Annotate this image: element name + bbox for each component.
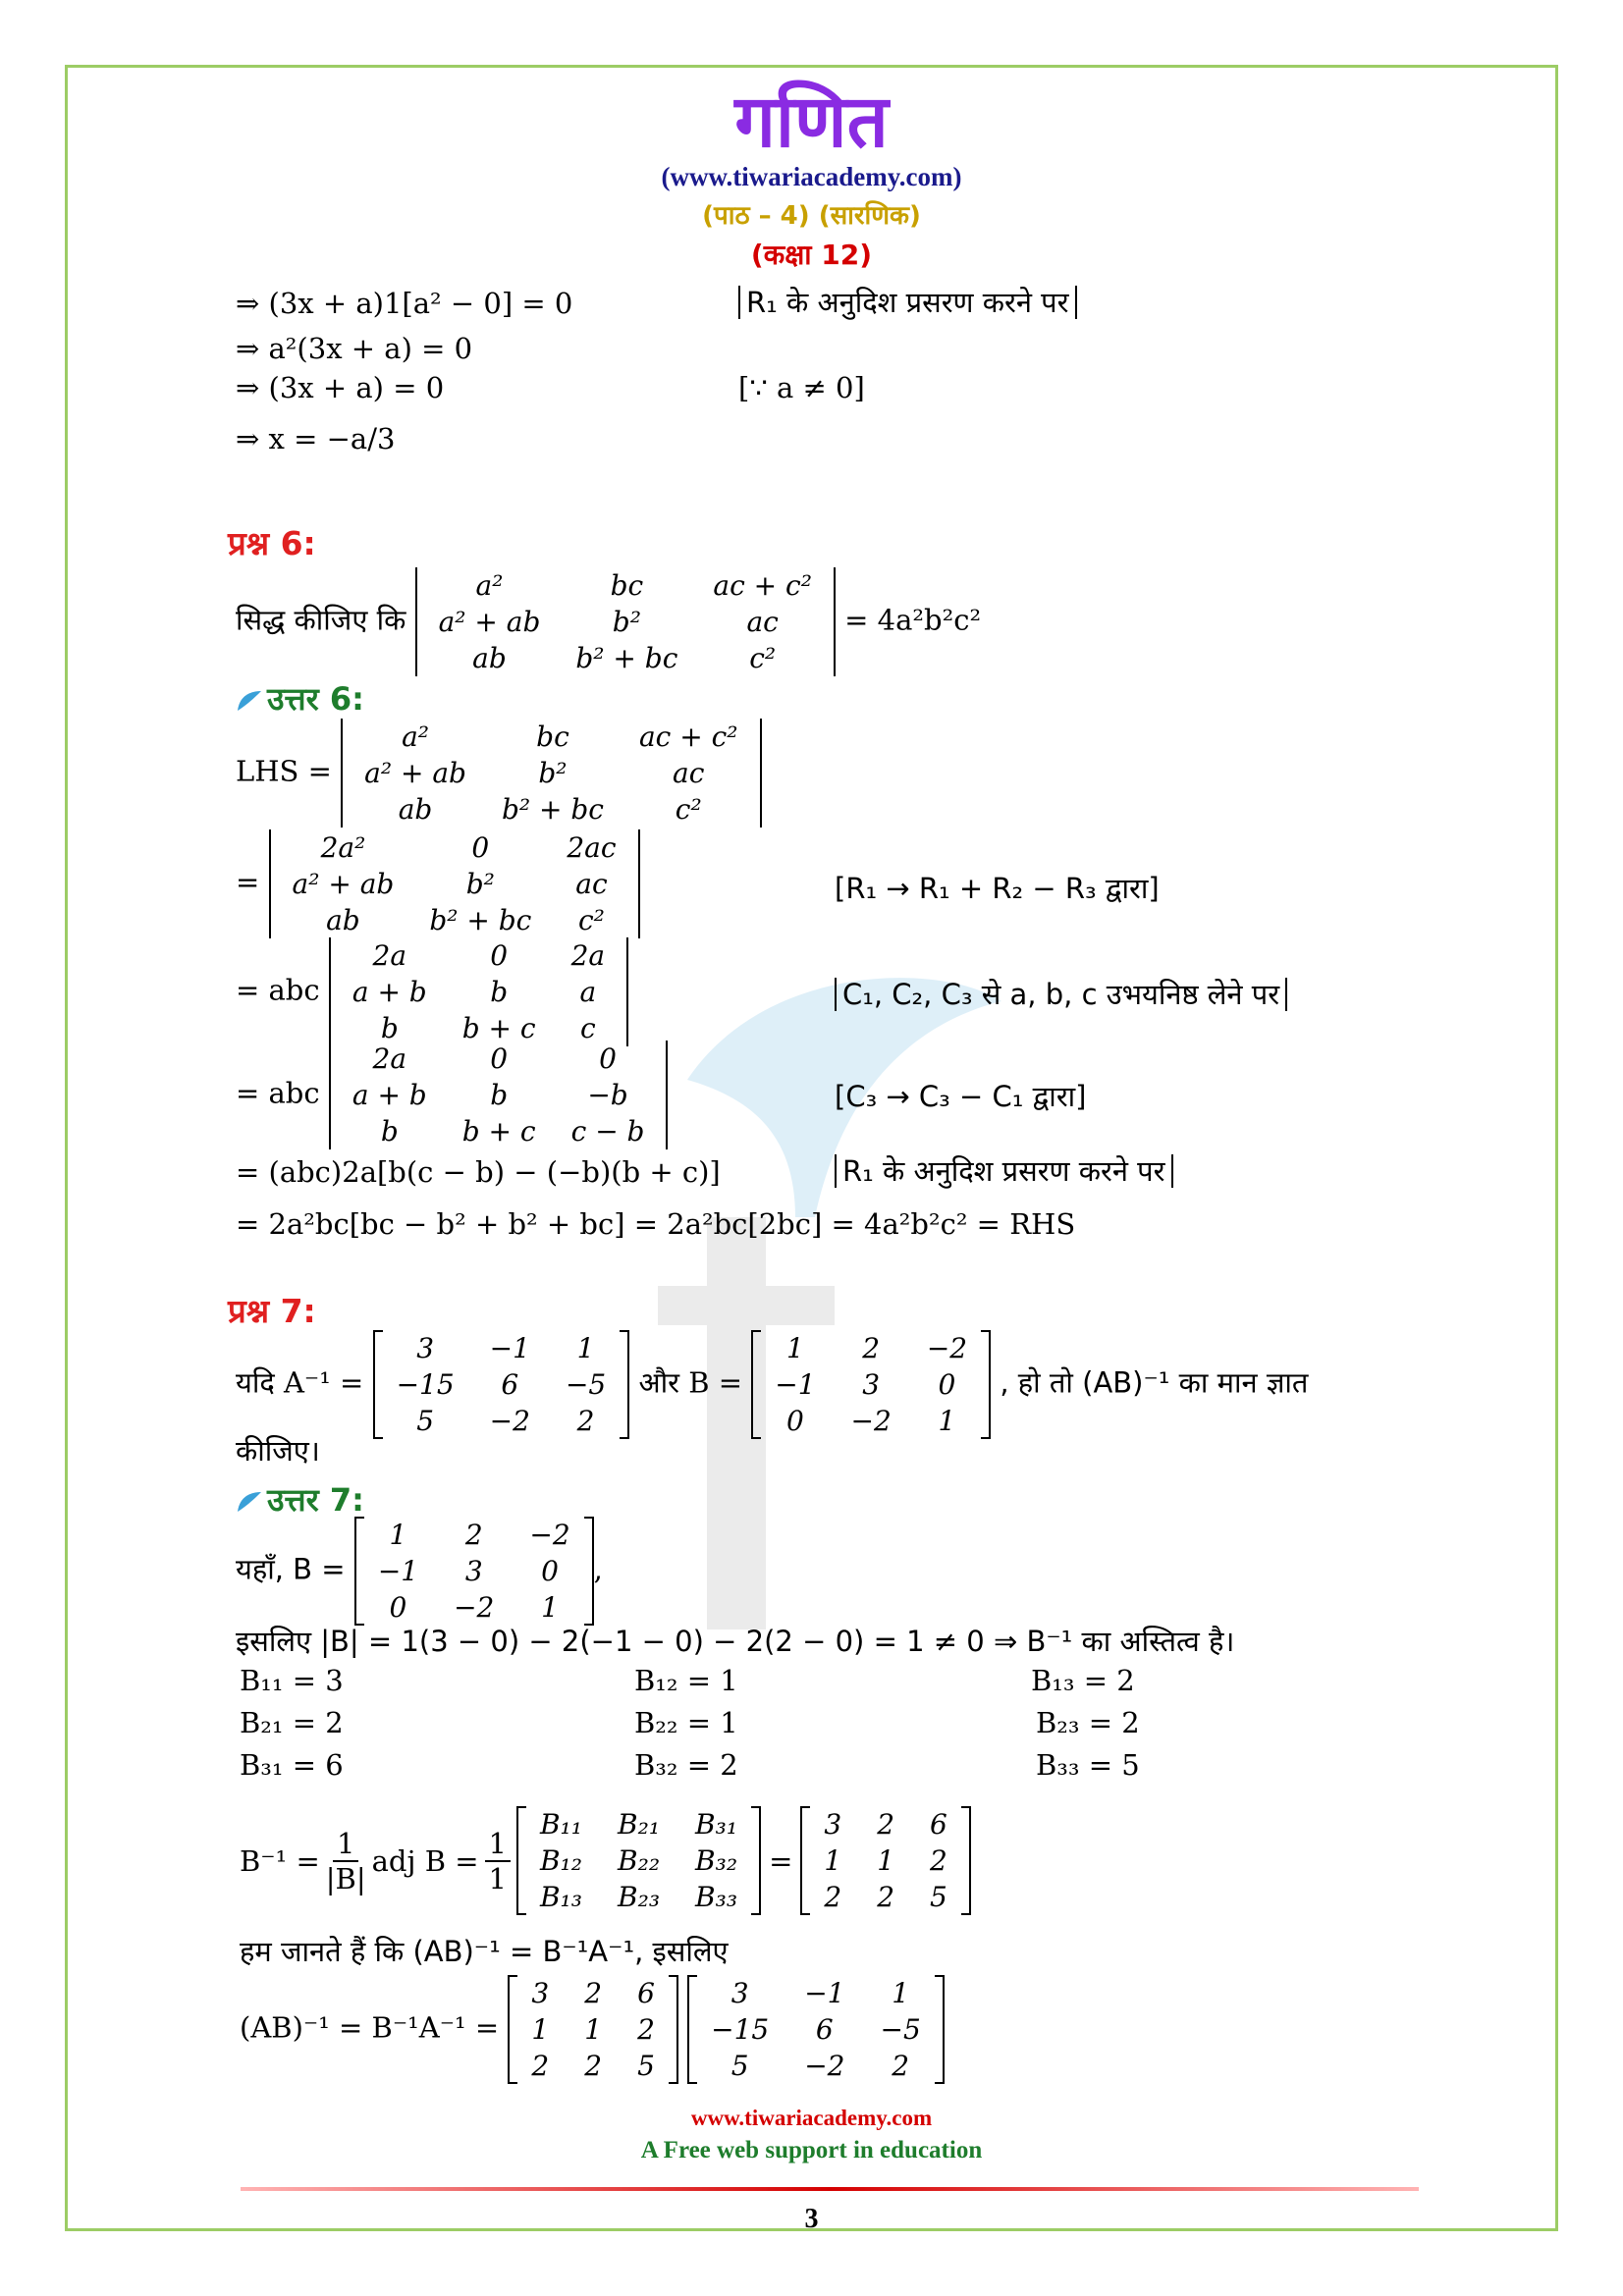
q7-a-inverse-cell: 1: [576, 1332, 595, 1364]
final-a-inverse-matrix: [687, 1975, 945, 2084]
answer-6-step-2: = 2a² 0 2ac a² + ab b² ac ab b² + bc c²: [236, 829, 640, 938]
final-b-inverse-row: [514, 2048, 672, 2084]
a7-b-cell: 2: [464, 1519, 483, 1551]
final-b-inverse-cell: 6: [637, 1977, 655, 2009]
q7-b-cell: 1: [785, 1332, 804, 1364]
a6-matrix-3-cell: a + b: [352, 976, 427, 1008]
final-b-inverse-cell: 2: [584, 1977, 603, 2009]
a6-matrix-1-row: [347, 791, 755, 828]
final-a-inverse-row: [693, 1975, 939, 2011]
q6-matrix-row: [421, 640, 830, 676]
b-inverse-row: [806, 1879, 964, 1915]
cofactor-b23: B₂₃ = 2: [1036, 1706, 1140, 1739]
answer-6-step-3-note: C₁, C₂, C₃ से a, b, c उभयनिष्ठ लेने पर: [835, 975, 1287, 1013]
a6-matrix-3-cell: c: [580, 1012, 596, 1044]
q6-matrix-cell: ac + c²: [713, 569, 812, 602]
final-a-inverse-cell: 3: [730, 1977, 749, 2009]
adjoint-matrix: [516, 1806, 761, 1915]
adjoint-cell: B₃₂: [695, 1844, 738, 1877]
answer-6-matrix-2: [269, 829, 640, 938]
final-a-inverse-cell: 1: [892, 1977, 910, 2009]
final-a-inverse-cell: 6: [815, 2013, 834, 2046]
final-a-inverse-cell: −15: [711, 2013, 770, 2046]
a6-matrix-2-cell: a² + ab: [292, 868, 395, 900]
website-subtitle: (www.tiwariacademy.com): [661, 162, 962, 191]
top-step-1: ⇒ (3x + a)1[a² − 0] = 0: [236, 287, 573, 320]
a6-matrix-2-row: [275, 902, 634, 938]
final-b-inverse-row: [514, 1975, 672, 2011]
final-b-inverse-cell: 2: [637, 2013, 655, 2046]
question-6-rhs: = 4a²b²c²: [844, 603, 982, 637]
a6-matrix-3-cell: 2a: [570, 939, 606, 972]
question-6-prompt: सिद्ध कीजिए कि: [236, 603, 406, 637]
ab-inverse-identity: हम जानते हैं कि (AB)⁻¹ = B⁻¹A⁻¹, इसलिए: [240, 1935, 729, 1968]
b-inverse-cell: 5: [930, 1881, 947, 1913]
q6-matrix-cell: c²: [749, 642, 777, 674]
a7-b-cell: 1: [389, 1519, 407, 1551]
b-inverse-matrix: [800, 1806, 970, 1915]
b-inverse-row: [806, 1842, 964, 1879]
final-b-inverse-cell: 3: [531, 1977, 550, 2009]
top-step-4: ⇒ x = −a/3: [236, 422, 396, 455]
a6-matrix-2-cell: b²: [465, 868, 495, 900]
a6-matrix-1-cell: c²: [675, 793, 702, 826]
q7-a-inverse-cell: 3: [416, 1332, 435, 1364]
q6-matrix-cell: b² + bc: [575, 642, 678, 674]
q7-a-inverse-cell: 6: [501, 1368, 519, 1401]
cofactor-b31: B₃₁ = 6: [240, 1748, 344, 1782]
final-a-inverse-row: [693, 2048, 939, 2084]
leaf-icon: [236, 689, 263, 713]
q7-b-cell: 0: [785, 1405, 804, 1437]
a6-matrix-1-row: [347, 755, 755, 791]
a6-matrix-3-cell: 0: [490, 939, 509, 972]
answer-6-step-4: = abc 2a 0 0 a + b b −b b b + c c − b: [236, 1041, 668, 1149]
a6-matrix-1-cell: ac: [673, 757, 705, 789]
class-subtitle: (कक्षा 12): [750, 239, 873, 271]
adjoint-cell: B₁₃: [539, 1881, 583, 1913]
answer-7-label: उत्तर 7:: [236, 1478, 364, 1521]
answer-7-b-definition: यहाँ, B = 1 2 −2 −1 3 0 0 −2 1,: [236, 1519, 603, 1624]
question-6-label: प्रश्न 6:: [228, 524, 316, 562]
final-b-inverse-cell: 2: [584, 2050, 603, 2082]
a6-matrix-1-row: [347, 719, 755, 755]
answer-7-determinant-line: इसलिए |B| = 1(3 − 0) − 2(−1 − 0) − 2(2 − 0) = 1 ≠ 0 ⇒ B⁻¹ का अस्तित्व है।: [236, 1625, 1235, 1658]
a6-matrix-4-cell: 0: [599, 1042, 617, 1075]
question-7-tail: कीजिए।: [236, 1434, 320, 1468]
answer-6-matrix-3: [329, 937, 628, 1046]
top-step-3: ⇒ (3x + a) = 0: [236, 371, 445, 404]
adjoint-row: [522, 1842, 755, 1879]
a6-matrix-2-row: [275, 866, 634, 902]
q7-a-inverse-cell: 2: [576, 1405, 595, 1437]
a6-matrix-3-cell: a: [579, 976, 597, 1008]
fraction-1-over-abs-b: $\frac{1}{|B|}$: [325, 1826, 366, 1896]
q6-matrix-row: [421, 604, 830, 640]
page-number: 3: [804, 2204, 819, 2234]
top-step-1-note: R₁ के अनुदिश प्रसरण करने पर: [738, 283, 1077, 321]
a6-matrix-2-cell: c²: [577, 904, 605, 936]
q7-a-inverse-cell: 5: [416, 1405, 435, 1437]
a6-matrix-1-cell: b²: [538, 757, 568, 789]
q7-a-inverse-row: [379, 1366, 624, 1403]
b-inverse-cell: 2: [877, 1881, 895, 1913]
final-b-inverse-cell: 1: [584, 2013, 603, 2046]
b-inverse-cell: 2: [877, 1808, 895, 1841]
final-b-inverse-cell: 1: [531, 2013, 550, 2046]
answer-6-step-6: = 2a²bc[bc − b² + b² + bc] = 2a²bc[2bc] = 4a²b²c² = RHS: [236, 1207, 1076, 1241]
a6-matrix-3-cell: 2a: [372, 939, 407, 972]
a7-b-row: [360, 1589, 588, 1626]
answer-7-b-matrix: [354, 1517, 594, 1626]
a6-matrix-1-cell: a²: [402, 721, 430, 753]
question-6-statement: [236, 567, 981, 676]
a6-matrix-4-cell: −b: [587, 1079, 628, 1111]
final-a-inverse-cell: −1: [804, 1977, 845, 2009]
a6-matrix-3-row: [335, 974, 622, 1010]
q7-b-cell: 3: [862, 1368, 881, 1401]
a6-matrix-3-cell: b: [380, 1012, 399, 1044]
q6-matrix-cell: ab: [472, 642, 507, 674]
a7-b-cell: −2: [529, 1519, 570, 1551]
a6-matrix-4-cell: c − b: [570, 1115, 645, 1148]
answer-6-step-4-note: [C₃ → C₃ − C₁ द्वारा]: [835, 1080, 1087, 1113]
adjoint-cell: B₁₁: [539, 1808, 583, 1841]
a6-matrix-4-cell: b + c: [461, 1115, 536, 1148]
a7-b-cell: 3: [464, 1555, 483, 1587]
final-a-inverse-row: [693, 2011, 939, 2048]
a7-b-cell: 0: [541, 1555, 559, 1587]
q6-matrix-cell: a² + ab: [438, 606, 541, 638]
a7-b-cell: 1: [541, 1591, 559, 1624]
a6-matrix-2-cell: 2ac: [567, 831, 617, 864]
final-a-inverse-cell: −5: [880, 2013, 921, 2046]
answer-6-matrix-4: [329, 1041, 669, 1149]
answer-6-step-2-note: [R₁ → R₁ + R₂ − R₃ द्वारा]: [835, 872, 1160, 905]
q6-matrix-cell: ac: [746, 606, 779, 638]
final-b-inverse-row: [514, 2011, 672, 2048]
b-inverse-equation: B⁻¹ = $\frac{1}{|B|}$ adj B = $\frac{1}{1}$ B₁₁ B₂₁ B₃₁ B₁₂ B₂₂ B₃₂ B₁₃ B₂₃ B₃₃ = 3 2 6 1 1 2 2 2 5: [240, 1806, 971, 1915]
chapter-subtitle: (पाठ – 4) (सारणिक): [702, 201, 921, 231]
b-inverse-cell: 2: [930, 1844, 947, 1877]
a6-matrix-4-row: [335, 1041, 663, 1077]
final-b-inverse-matrix: [508, 1975, 677, 2084]
a6-matrix-2-cell: 0: [471, 831, 490, 864]
question-7-a-inverse-matrix: [373, 1330, 630, 1439]
a6-matrix-2-cell: ab: [326, 904, 360, 936]
question-7-b-matrix: [751, 1330, 991, 1439]
cofactor-b33: B₃₃ = 5: [1036, 1748, 1140, 1782]
a6-matrix-1-cell: b² + bc: [501, 793, 604, 826]
b-inverse-cell: 1: [877, 1844, 895, 1877]
answer-6-matrix-1: [341, 719, 761, 828]
question-6-determinant: [415, 567, 836, 676]
a7-b-cell: −1: [377, 1555, 419, 1587]
page-title: गणित: [734, 80, 889, 164]
cofactor-b12: B₁₂ = 1: [634, 1664, 738, 1697]
cofactor-b11: B₁₁ = 3: [240, 1664, 344, 1697]
q7-b-cell: −2: [850, 1405, 892, 1437]
top-step-2: ⇒ a²(3x + a) = 0: [236, 332, 473, 365]
a7-b-row: [360, 1553, 588, 1589]
a7-b-cell: 0: [389, 1591, 407, 1624]
b-inverse-cell: 3: [824, 1808, 842, 1841]
q7-a-inverse-cell: −5: [565, 1368, 607, 1401]
adjoint-cell: B₂₂: [618, 1844, 661, 1877]
q7-a-inverse-cell: −1: [489, 1332, 530, 1364]
footer-tagline: A Free web support in education: [640, 2137, 983, 2163]
fraction-1-over-1: $\frac{1}{1}$: [485, 1827, 511, 1896]
a6-matrix-2-cell: b² + bc: [429, 904, 532, 936]
cofactor-b13: B₁₃ = 2: [1031, 1664, 1135, 1697]
final-a-inverse-cell: 5: [730, 2050, 749, 2082]
top-step-3-note: [∵ a ≠ 0]: [738, 371, 865, 404]
a6-matrix-4-cell: 2a: [372, 1042, 407, 1075]
q7-b-cell: 0: [938, 1368, 956, 1401]
a6-matrix-3-row: [335, 937, 622, 974]
q6-matrix-cell: b²: [612, 606, 641, 638]
q7-a-inverse-cell: −15: [396, 1368, 455, 1401]
q7-b-row: [757, 1403, 985, 1439]
b-inverse-cell: 1: [824, 1844, 842, 1877]
answer-6-label: उत्तर 6:: [236, 677, 364, 720]
footer-website[interactable]: www.tiwariacademy.com: [690, 2106, 933, 2130]
footer-rule: [241, 2187, 1419, 2191]
q6-matrix-row: [421, 567, 830, 604]
final-a-inverse-cell: 2: [892, 2050, 910, 2082]
a6-matrix-4-cell: a + b: [352, 1079, 427, 1111]
leaf-icon: [236, 1490, 263, 1514]
cofactor-b32: B₃₂ = 2: [634, 1748, 738, 1782]
answer-6-step-3: = abc 2a 0 2a a + b b a b b + c c: [236, 937, 628, 1046]
q7-a-inverse-cell: −2: [489, 1405, 530, 1437]
answer-6-step-5: = (abc)2a[b(c − b) − (−b)(b + c)]: [236, 1155, 721, 1189]
adjoint-cell: B₃₃: [695, 1881, 738, 1913]
ab-inverse-product: (AB)⁻¹ = B⁻¹A⁻¹ = 3 2 6 1 1 2 2 2 5 3 −1 1 −15 6 −5 5 −2 2: [240, 1975, 945, 2084]
a6-matrix-2-row: [275, 829, 634, 866]
final-a-inverse-cell: −2: [804, 2050, 845, 2082]
q7-b-row: [757, 1366, 985, 1403]
q7-b-cell: −1: [775, 1368, 816, 1401]
a6-matrix-4-cell: b: [380, 1115, 399, 1148]
a6-matrix-1-cell: ab: [398, 793, 433, 826]
final-b-inverse-cell: 2: [531, 2050, 550, 2082]
a6-matrix-4-row: [335, 1113, 663, 1149]
answer-6-step-5-note: R₁ के अनुदिश प्रसरण करने पर: [835, 1151, 1173, 1190]
a6-matrix-4-row: [335, 1077, 663, 1113]
q7-b-cell: 1: [938, 1405, 956, 1437]
q7-b-row: [757, 1330, 985, 1366]
a6-matrix-2-cell: 2a²: [320, 831, 366, 864]
question-7-label: प्रश्न 7:: [228, 1292, 316, 1330]
a7-b-cell: −2: [454, 1591, 495, 1624]
adjoint-cell: B₃₁: [695, 1808, 738, 1841]
a6-matrix-1-cell: ac + c²: [638, 721, 738, 753]
b-inverse-cell: 2: [824, 1881, 842, 1913]
q7-b-cell: 2: [862, 1332, 881, 1364]
a6-matrix-4-cell: 0: [490, 1042, 509, 1075]
b-inverse-cell: 6: [930, 1808, 947, 1841]
adjoint-row: [522, 1879, 755, 1915]
b-inverse-row: [806, 1806, 964, 1842]
adjoint-cell: B₁₂: [539, 1844, 583, 1877]
adjoint-cell: B₂₁: [618, 1808, 661, 1841]
cofactor-b21: B₂₁ = 2: [240, 1706, 344, 1739]
a6-matrix-2-cell: ac: [575, 868, 608, 900]
q6-matrix-cell: a²: [475, 569, 504, 602]
cofactor-b22: B₂₂ = 1: [634, 1706, 738, 1739]
adjoint-row: [522, 1806, 755, 1842]
a6-matrix-1-cell: a² + ab: [364, 757, 466, 789]
q7-a-inverse-row: [379, 1330, 624, 1366]
q7-b-cell: −2: [926, 1332, 968, 1364]
a7-b-row: [360, 1517, 588, 1553]
tiwari-logo-watermark: [648, 962, 1001, 1669]
adjoint-cell: B₂₃: [618, 1881, 661, 1913]
q7-a-inverse-row: [379, 1403, 624, 1439]
question-7-statement: यदि A⁻¹ = 3 −1 1 −15 6 −5 5 −2 2 और B = 1 2 −2 −1 3 0 0 −2 1 , हो तो (AB)⁻¹ का मान ज्ञात: [236, 1332, 1309, 1437]
a6-matrix-1-cell: bc: [536, 721, 569, 753]
a6-matrix-4-cell: b: [490, 1079, 509, 1111]
a6-matrix-3-cell: b + c: [461, 1012, 536, 1044]
answer-6-lhs: LHS = a² bc ac + c² a² + ab b² ac ab b² + bc c²: [236, 719, 762, 828]
final-b-inverse-cell: 5: [637, 2050, 655, 2082]
q6-matrix-cell: bc: [610, 569, 644, 602]
a6-matrix-3-cell: b: [490, 976, 509, 1008]
